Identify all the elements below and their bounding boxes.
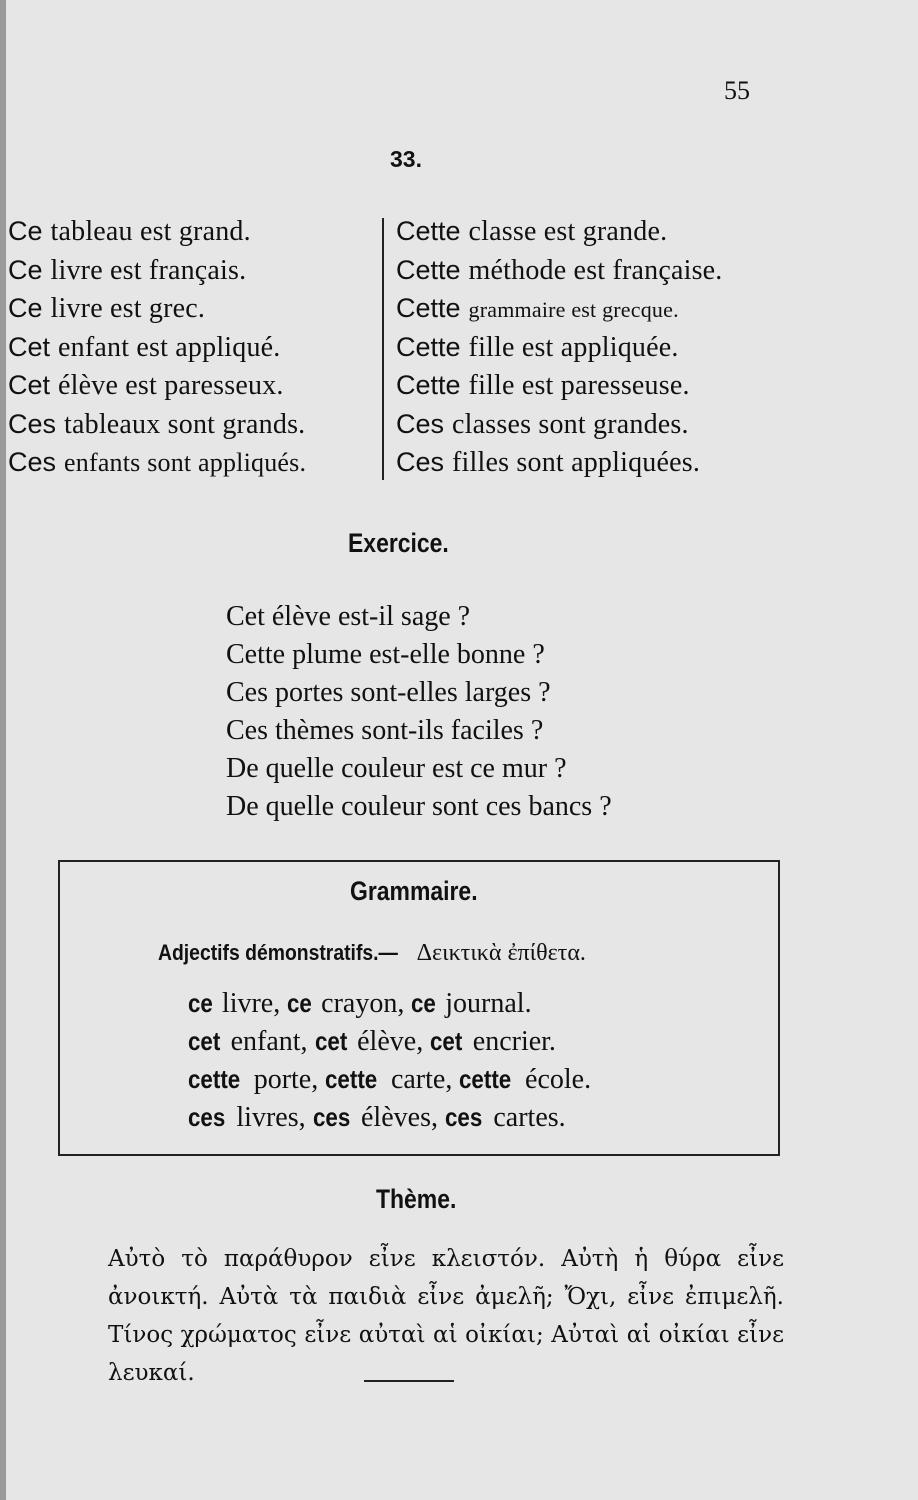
demonstrative: Ces — [8, 447, 57, 477]
demonstrative: Cette — [396, 370, 461, 400]
subtitle-greek: Δεικτικὰ ἐπίθετα. — [416, 940, 586, 966]
lesson-number: 33. — [390, 146, 422, 172]
theme-heading: Thème. — [376, 1184, 457, 1214]
noun: porte, — [253, 1064, 319, 1095]
noun: élève, — [357, 1026, 424, 1057]
sentence-line — [396, 212, 816, 251]
sentence-line — [8, 328, 380, 367]
theme-greek-text: Αὐτὸ τὸ παράθυρον εἶνε κλειστόν. Αὐτὴ ἡ θύρα εἶνε ἀνοικτή. Αὐτὰ τὰ παιδιὰ εἶνε ἀμελῆ; Ὄχι, εἶνε ἐπιμελῆ. Τίνος χρώματος εἶνε αὐταὶ αἱ οἰκίαι; Αὐταὶ αἱ οἰκίαι εἶνε λευκαί. — [108, 1246, 784, 1386]
noun: livres, — [236, 1102, 306, 1133]
sentence-rest: tableau est grand. — [50, 216, 251, 247]
noun: enfant, — [230, 1026, 308, 1057]
sentence-rest: fille est paresseuse. — [468, 370, 690, 401]
question-line: Ces portes sont-elles larges ? — [226, 677, 551, 708]
page-number: 55 — [724, 76, 750, 105]
sentence-rest: enfants sont appliqués. — [64, 448, 307, 477]
sentence-line — [8, 405, 380, 444]
demonstrative: ce — [411, 988, 437, 1018]
subtitle-french: Adjectifs démonstratifs.— — [158, 940, 398, 965]
demonstrative: cet — [188, 1026, 221, 1056]
question-line: Cet élève est-il sage ? — [226, 601, 471, 632]
demonstrative: Ce — [8, 254, 43, 285]
sentence-line — [8, 289, 380, 328]
demonstrative: Ces — [396, 447, 445, 477]
page-edge-shadow — [0, 0, 6, 1500]
sentence-line — [396, 328, 816, 367]
demonstrative: Cette — [396, 331, 461, 362]
right-sentence-column — [396, 212, 816, 482]
demonstrative: ces — [444, 1102, 483, 1132]
question-line: Ces thèmes sont-ils faciles ? — [226, 715, 544, 746]
sentence-line — [396, 366, 816, 405]
sentence-rest: méthode est française. — [468, 254, 723, 286]
column-divider — [382, 218, 384, 480]
demonstrative: ces — [312, 1102, 350, 1132]
grammar-line — [188, 1098, 591, 1136]
sentence-rest: tableaux sont grands. — [64, 408, 306, 440]
sentence-rest: enfant est appliqué. — [58, 331, 281, 363]
question-line: De quelle couleur est ce mur ? — [226, 753, 567, 784]
demonstrative: Ces — [396, 408, 445, 439]
sentence-rest: filles sont appliquées. — [452, 447, 701, 478]
noun: école. — [525, 1064, 592, 1095]
sentence-rest: livre est français. — [50, 254, 247, 286]
sentence-rest: fille est appliquée. — [468, 331, 679, 363]
demonstrative: Ce — [8, 293, 43, 323]
end-rule — [364, 1380, 454, 1382]
question-line: Cette plume est-elle bonne ? — [226, 639, 545, 670]
question-line: De quelle couleur sont ces bancs ? — [226, 791, 612, 822]
demonstrative: ce — [188, 988, 213, 1018]
grammar-subtitle — [158, 940, 586, 967]
noun: élèves, — [361, 1102, 438, 1133]
demonstrative: Ce — [8, 216, 43, 246]
demonstrative: Ces — [8, 408, 57, 439]
noun: carte, — [390, 1064, 453, 1095]
sentence-line — [8, 212, 380, 251]
noun: crayon, — [321, 988, 405, 1019]
noun: journal. — [445, 988, 532, 1019]
sentence-rest: classe est grande. — [468, 216, 668, 247]
grammar-examples — [188, 984, 591, 1136]
sentence-line — [8, 366, 380, 405]
demonstrative: Cette — [396, 216, 461, 246]
demonstrative: cette — [188, 1064, 241, 1094]
sentence-rest: livre est grec. — [50, 293, 206, 324]
noun: encrier. — [472, 1026, 556, 1057]
sentence-line — [8, 251, 380, 290]
grammar-line — [188, 1022, 591, 1060]
sentence-rest: élève est paresseux. — [58, 370, 284, 401]
demonstrative: cet — [314, 1026, 347, 1056]
grammaire-heading: Grammaire. — [350, 876, 478, 906]
demonstrative: cette — [459, 1064, 512, 1094]
demonstrative: Cet — [8, 331, 51, 362]
exercice-questions — [226, 598, 612, 826]
sentence-line — [8, 443, 380, 482]
noun: cartes. — [493, 1102, 566, 1133]
demonstrative: Cet — [8, 370, 51, 400]
demonstrative: Cette — [396, 254, 461, 285]
sentence-line — [396, 405, 816, 444]
noun: livre, — [221, 988, 281, 1019]
sentence-rest: classes sont grandes. — [452, 408, 689, 440]
grammar-line — [188, 984, 591, 1022]
grammar-line — [188, 1060, 591, 1098]
demonstrative: ce — [287, 988, 313, 1018]
left-sentence-column — [8, 212, 380, 482]
sentence-line — [396, 251, 816, 290]
demonstrative: Cette — [396, 293, 461, 323]
sentence-rest: grammaire est grecque. — [468, 297, 679, 322]
sentence-line — [396, 443, 816, 482]
demonstrative: cet — [430, 1026, 463, 1056]
demonstrative: cette — [325, 1064, 378, 1094]
demonstrative: ces — [188, 1102, 226, 1132]
sentence-line — [396, 289, 816, 328]
exercice-heading: Exercice. — [348, 528, 449, 558]
